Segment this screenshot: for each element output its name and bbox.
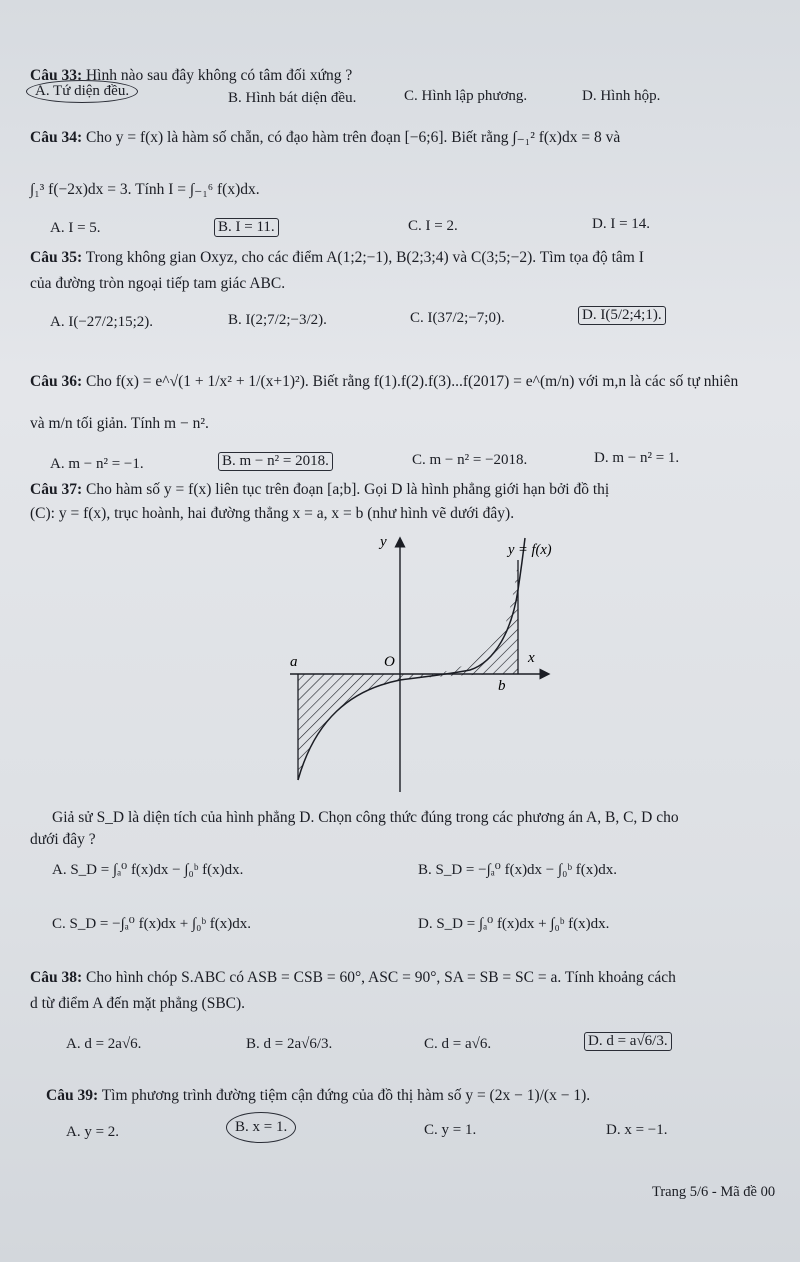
q33-option-b[interactable]: B. Hình bát diện đều. [228, 90, 357, 106]
q37-option-d[interactable]: D. S_D = ∫ₐ⁰ f(x)dx + ∫₀ᵇ f(x)dx. [418, 916, 610, 932]
q34-option-b[interactable]: B. I = 11. [214, 218, 279, 237]
b-label: b [498, 678, 506, 694]
q35-label: Câu 35: [30, 249, 83, 266]
q37-graph [280, 530, 580, 800]
q34-option-d[interactable]: D. I = 14. [592, 216, 651, 232]
q38-option-a[interactable]: A. d = 2a√6. [66, 1036, 142, 1052]
q36-label: Câu 36: [30, 373, 83, 390]
q35-line2: của đường tròn ngoại tiếp tam giác ABC. [30, 275, 286, 292]
q37-line4: dưới đây ? [30, 831, 96, 848]
q38-option-b[interactable]: B. d = 2a√6/3. [246, 1036, 333, 1052]
q34-line1: Cho y = f(x) là hàm số chẵn, có đạo hàm trên đoạn [−6;6]. Biết rằng ∫₋₁² f(x)dx = 8 và [85, 129, 621, 146]
q39-stem [46, 1086, 590, 1106]
q35-option-c[interactable]: C. I(37/2;−7;0). [410, 310, 505, 326]
q38-stem [30, 968, 676, 988]
left-shaded-region [298, 674, 510, 780]
q39-option-d[interactable]: D. x = −1. [606, 1122, 668, 1138]
q39-label: Câu 39: [46, 1087, 99, 1104]
q34-option-c[interactable]: C. I = 2. [408, 218, 458, 234]
q33-option-a[interactable]: A. Tứ diện đều. [26, 80, 138, 103]
q33-text: Hình nào sau đây không có tâm đối xứng ? [85, 67, 353, 84]
q37-option-b[interactable]: B. S_D = −∫ₐ⁰ f(x)dx − ∫₀ᵇ f(x)dx. [418, 862, 617, 878]
q33-label: Câu 33: [30, 67, 83, 84]
q36-stem [30, 372, 738, 392]
q35-option-a[interactable]: A. I(−27/2;15;2). [50, 314, 154, 330]
q37-option-a[interactable]: A. S_D = ∫ₐ⁰ f(x)dx − ∫₀ᵇ f(x)dx. [52, 862, 244, 878]
q39-option-b[interactable]: B. x = 1. [226, 1112, 296, 1143]
q37-stem [30, 480, 609, 500]
q39-option-c[interactable]: C. y = 1. [424, 1122, 477, 1138]
y-axis-label: y [380, 534, 387, 550]
q33-option-d[interactable]: D. Hình hộp. [582, 88, 661, 104]
q37-line3: Giả sử S_D là diện tích của hình phẳng D. Chọn công thức đúng trong các phương án A, B, C, D cho [52, 809, 679, 826]
q35-option-d[interactable]: D. I(5/2;4;1). [578, 306, 666, 325]
a-label: a [290, 654, 298, 670]
q37-label: Câu 37: [30, 481, 83, 498]
q33-option-c[interactable]: C. Hình lập phương. [404, 88, 528, 104]
page-footer: Trang 5/6 - Mã đề 00 [652, 1184, 776, 1200]
q36-option-c[interactable]: C. m − n² = −2018. [412, 452, 528, 468]
q36-option-a[interactable]: A. m − n² = −1. [50, 456, 144, 472]
q38-line1: Cho hình chóp S.ABC có ASB = CSB = 60°, ASC = 90°, SA = SB = SC = a. Tính khoảng cách [85, 969, 676, 986]
q34-stem [30, 128, 620, 148]
q38-option-c[interactable]: C. d = a√6. [424, 1036, 492, 1052]
x-axis-label: x [528, 650, 535, 666]
q37-line1: Cho hàm số y = f(x) liên tục trên đoạn [a;b]. Gọi D là hình phẳng giới hạn bởi đồ thị [85, 481, 610, 498]
o-label: O [384, 654, 395, 670]
q34-line2: ∫₁³ f(−2x)dx = 3. Tính I = ∫₋₁⁶ f(x)dx. [30, 181, 260, 198]
q36-line1: Cho f(x) = e^√(1 + 1/x² + 1/(x+1)²). Biết rằng f(1).f(2).f(3)...f(2017) = e^(m/n) với m,n là các số tự nhiên [85, 373, 739, 390]
q39-option-a[interactable]: A. y = 2. [66, 1124, 120, 1140]
q36-option-d[interactable]: D. m − n² = 1. [594, 450, 680, 466]
q37-line2: (C): y = f(x), trục hoành, hai đường thẳng x = a, x = b (như hình vẽ dưới đây). [30, 505, 515, 522]
q36-option-b[interactable]: B. m − n² = 2018. [218, 452, 333, 471]
q35-stem [30, 248, 644, 268]
q35-option-b[interactable]: B. I(2;7/2;−3/2). [228, 312, 327, 328]
q36-line2: và m/n tối giản. Tính m − n². [30, 415, 209, 432]
q39-text: Tìm phương trình đường tiệm cận đứng của đồ thị hàm số y = (2x − 1)/(x − 1). [101, 1087, 591, 1104]
q35-line1: Trong không gian Oxyz, cho các điểm A(1;2;−1), B(2;3;4) và C(3;5;−2). Tìm tọa độ tâm I [85, 249, 644, 266]
q38-option-d[interactable]: D. d = a√6/3. [584, 1032, 672, 1051]
curve-label: y = f(x) [508, 542, 552, 558]
q38-label: Câu 38: [30, 969, 83, 986]
q34-label: Câu 34: [30, 129, 83, 146]
q34-option-a[interactable]: A. I = 5. [50, 220, 101, 236]
q37-option-c[interactable]: C. S_D = −∫ₐ⁰ f(x)dx + ∫₀ᵇ f(x)dx. [52, 916, 251, 932]
q38-line2: d từ điểm A đến mặt phẳng (SBC). [30, 995, 246, 1012]
right-hatch [430, 560, 518, 674]
